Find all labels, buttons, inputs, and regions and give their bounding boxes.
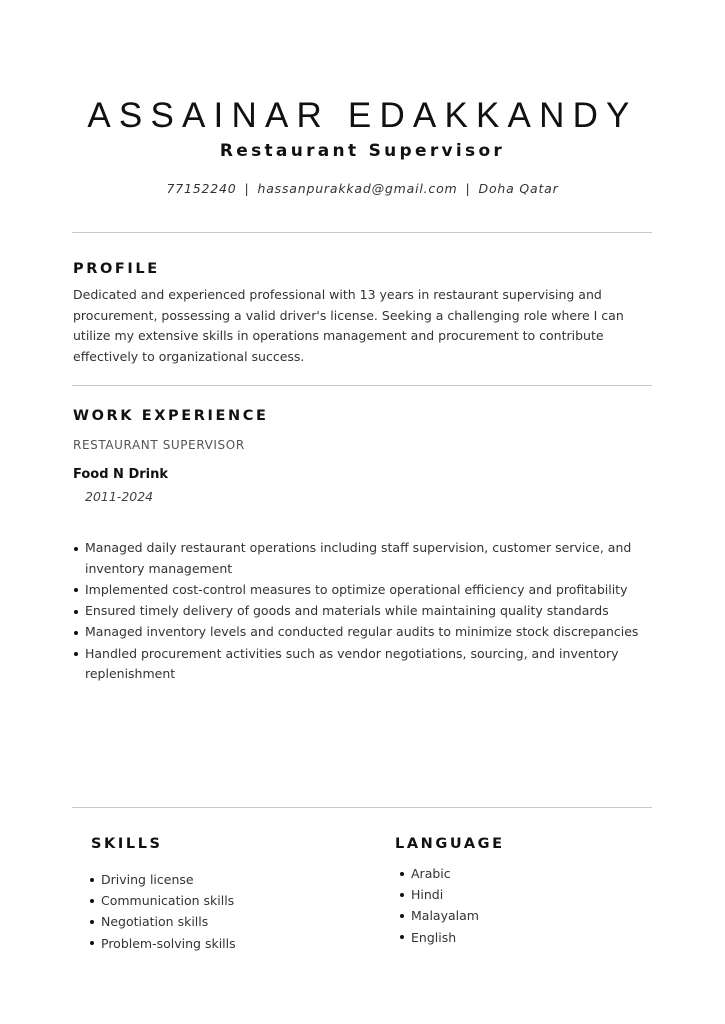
contact-line [0, 181, 725, 196]
list-item: Communication skills [101, 890, 236, 911]
list-item: English [411, 927, 479, 948]
skills-heading: SKILLS [91, 836, 163, 852]
location: Doha Qatar [478, 181, 559, 196]
divider [72, 232, 652, 233]
list-item: Problem-solving skills [101, 933, 236, 954]
work-experience-heading: WORK EXPERIENCE [73, 408, 269, 424]
contact-separator: | [465, 181, 471, 196]
skills-list [101, 869, 236, 954]
list-item: Malayalam [411, 905, 479, 926]
profile-heading: PROFILE [73, 261, 160, 277]
list-item: Managed inventory levels and conducted regular audits to minimize stock discrepancies [85, 622, 660, 643]
duties-list [85, 538, 660, 685]
list-item: Arabic [411, 863, 479, 884]
profile-summary: Dedicated and experienced professional with 13 years in restaurant supervising and procurement, possessing a valid driver's license. Seeking a challenging role where I can utilize my extensive skills in operations management and procurement to contribute effectively to organizational success. [73, 287, 624, 365]
phone-number: 77152240 [166, 181, 237, 196]
candidate-name: ASSAINAR EDAKKANDY [87, 96, 638, 135]
job-headline: Restaurant Supervisor [219, 141, 506, 161]
divider [72, 807, 652, 808]
language-heading: LANGUAGE [395, 836, 505, 852]
language-list [411, 863, 479, 948]
list-item: Hindi [411, 884, 479, 905]
divider [72, 385, 652, 386]
contact-separator: | [244, 181, 250, 196]
list-item: Handled procurement activities such as vendor negotiations, sourcing, and inventory replenishment [85, 644, 660, 685]
list-item: Driving license [101, 869, 236, 890]
job-title: RESTAURANT SUPERVISOR [73, 438, 245, 452]
email-address: hassanpurakkad@gmail.com [257, 181, 458, 196]
company-name: Food N Drink [73, 467, 169, 482]
list-item: Ensured timely delivery of goods and materials while maintaining quality standards [85, 601, 660, 622]
list-item: Negotiation skills [101, 911, 236, 932]
list-item: Managed daily restaurant operations including staff supervision, customer service, and inventory management [85, 538, 660, 579]
employment-dates: 2011-2024 [85, 489, 154, 504]
list-item: Implemented cost-control measures to optimize operational efficiency and profitability [85, 580, 660, 601]
